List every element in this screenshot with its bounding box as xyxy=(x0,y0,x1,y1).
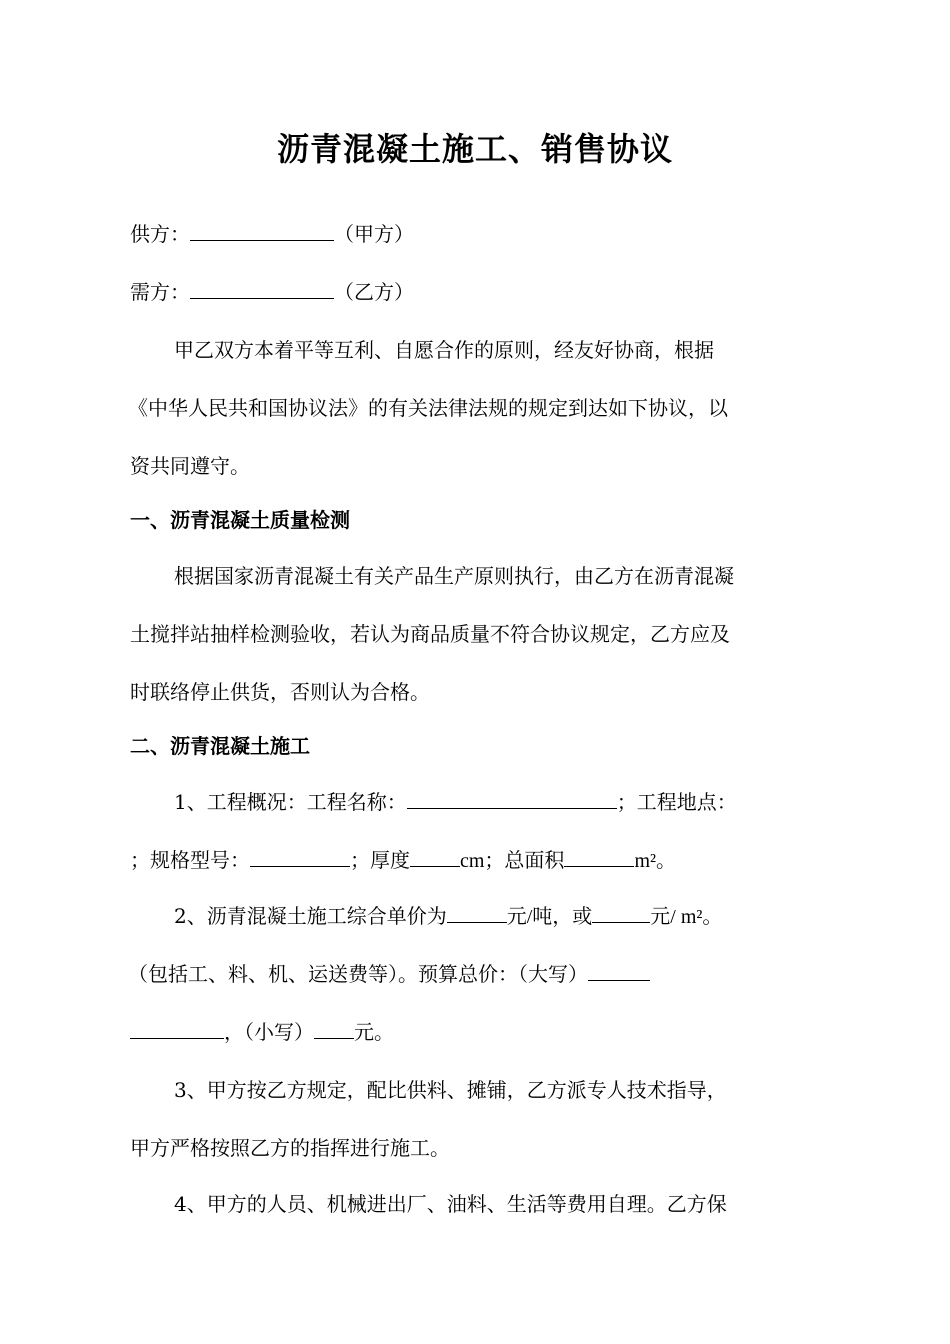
item2-lowercase-label: ，（小写） xyxy=(224,1020,314,1044)
item2-per-m2-label: 元/ m²。 xyxy=(650,906,723,928)
section1-line-3: 时联络停止供货，否则认为合格。 xyxy=(130,680,430,704)
section1-line-1: 根据国家沥青混凝土有关产品生产原则执行，由乙方在沥青混凝 xyxy=(174,564,734,588)
item1-spec-label: ；规格型号： xyxy=(130,848,250,872)
section1-line-2: 土搅拌站抽样检测验收，若认为商品质量不符合协议规定，乙方应及 xyxy=(130,622,730,646)
section1-heading: 一、沥青混凝土质量检测 xyxy=(130,508,350,532)
area-blank xyxy=(564,846,634,867)
buyer-blank xyxy=(190,278,334,299)
buyer-label: 需方： xyxy=(130,280,190,304)
item1-line-2 xyxy=(130,846,810,875)
intro-line-2: 《中华人民共和国协议法》的有关法律法规的规定到达如下协议，以 xyxy=(128,396,728,420)
item3-line-2: 甲方严格按照乙方的指挥进行施工。 xyxy=(130,1136,450,1160)
item2-line-2 xyxy=(128,960,808,988)
price-per-m2-blank xyxy=(592,902,650,923)
budget-lowercase-blank xyxy=(314,1018,354,1039)
item1-line-1 xyxy=(174,788,810,816)
item1-location-label: ；工程地点： xyxy=(616,790,737,814)
project-name-blank xyxy=(407,788,617,809)
budget-uppercase-blank xyxy=(588,960,650,981)
item1-thickness-label: ；厚度 xyxy=(350,848,410,872)
price-per-ton-blank xyxy=(447,902,507,923)
section2-heading: 二、沥青混凝土施工 xyxy=(130,734,310,758)
item2-unit-price-label: 2、沥青混凝土施工综合单价为 xyxy=(174,904,447,928)
buyer-line xyxy=(130,278,810,306)
spec-blank xyxy=(250,846,350,867)
item2-per-ton-label: 元/吨，或 xyxy=(506,906,593,928)
supplier-suffix: （甲方） xyxy=(334,222,414,246)
supplier-label: 供方： xyxy=(130,222,190,246)
buyer-suffix: （乙方） xyxy=(334,280,414,304)
intro-line-1: 甲乙双方本着平等互利、自愿合作的原则，经友好协商，根据 xyxy=(174,338,714,362)
supplier-blank xyxy=(190,220,334,241)
item1-project-name-label: 1、工程概况：工程名称： xyxy=(174,790,407,814)
item2-line-3 xyxy=(130,1018,810,1046)
supplier-line xyxy=(130,220,810,248)
thickness-blank xyxy=(410,846,460,867)
item2-yuan-label: 元。 xyxy=(354,1020,394,1044)
item2-budget-label: （包括工、料、机、运送费等）。预算总价：（大写） xyxy=(128,962,588,986)
document-title: 沥青混凝土施工、销售协议 xyxy=(276,130,673,168)
item1-area-label: cm；总面积 xyxy=(460,850,565,872)
item2-line-1 xyxy=(174,902,810,931)
budget-uppercase-blank-cont xyxy=(130,1018,224,1039)
item4-line-1: 4、甲方的人员、机械进出厂、油料、生活等费用自理。乙方保 xyxy=(174,1192,727,1216)
item1-area-unit: m²。 xyxy=(634,850,676,872)
intro-line-3: 资共同遵守。 xyxy=(130,454,250,478)
item3-line-1: 3、甲方按乙方规定，配比供料、摊铺，乙方派专人技术指导， xyxy=(174,1078,727,1102)
